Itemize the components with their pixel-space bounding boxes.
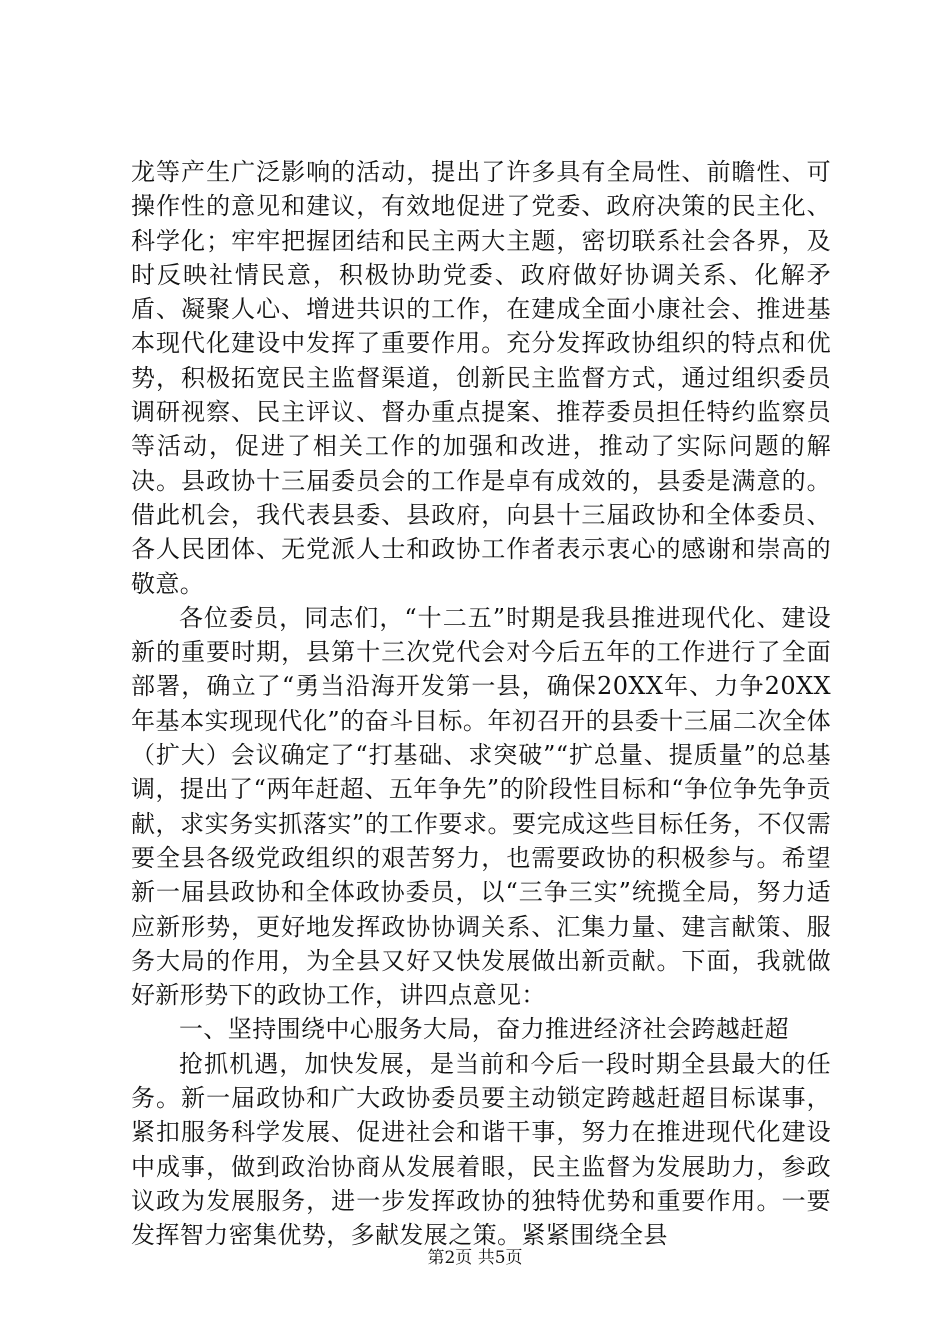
document-body	[131, 155, 831, 1253]
section-heading-one: 一、坚持围绕中心服务大局，奋力推进经济社会跨越赶超	[179, 1015, 789, 1044]
page-number-footer: 第2页 共5页	[427, 1248, 523, 1268]
paragraph-continuation: 龙等产生广泛影响的活动，提出了许多具有全局性、前瞻性、可操作性的意见和建议，有效地促进了党委、政府决策的民主化、科学化；牢牢把握团结和民主两大主题，密切联系社会各界，及时反映社情民意，积极协助党委、政府做好协调关系、化解矛盾、凝聚人心、增进共识的工作，在建成全面小康社会、推进基本现代化建设中发挥了重要作用。充分发挥政协组织的特点和优势，积极拓宽民主监督渠道，创新民主监督方式，通过组织委员调研视察、民主评议、督办重点提案、推荐委员担任特约监察员等活动，促进了相关工作的加强和改进，推动了实际问题的解决。县政协十三届委员会的工作是卓有成效的，县委是满意的。借此机会，我代表县委、县政府，向县十三届政协和全体委员、各人民团体、无党派人士和政协工作者表示衷心的感谢和崇高的敬意。	[131, 158, 831, 598]
paragraph-shierwu: 各位委员，同志们，“十二五”时期是我县推进现代化、建设新的重要时期，县第十三次党代会对今后五年的工作进行了全面部署，确立了“勇当沿海开发第一县，确保20XX年、力争20XX年基本实现现代化”的奋斗目标。年初召开的县委十三届二次全体（扩大）会议确定了“打基础、求突破”“扩总量、提质量”的总基调，提出了“两年赶超、五年争先”的阶段性目标和“争位争先争贡献，求实务实抓落实”的工作要求。要完成这些目标任务，不仅需要全县各级党政组织的艰苦努力，也需要政协的积极参与。希望新一届县政协和全体政协委员，以“三争三实”统揽全局，努力适应新形势，更好地发挥政协协调关系、汇集力量、建言献策、服务大局的作用，为全县又好又快发展做出新贡献。下面，我就做好新形势下的政协工作，讲四点意见：	[131, 603, 831, 1010]
paragraph-opportunity: 抢抓机遇，加快发展，是当前和今后一段时期全县最大的任务。新一届政协和广大政协委员要主动锁定跨越赶超目标谋事，紧扣服务科学发展、促进社会和谐干事，努力在推进现代化建设中成事，做到政治协商从发展着眼，民主监督为发展助力，参政议政为发展服务，进一步发挥政协的独特优势和重要作用。一要发挥智力密集优势，多献发展之策。紧紧围绕全县	[131, 1049, 831, 1250]
